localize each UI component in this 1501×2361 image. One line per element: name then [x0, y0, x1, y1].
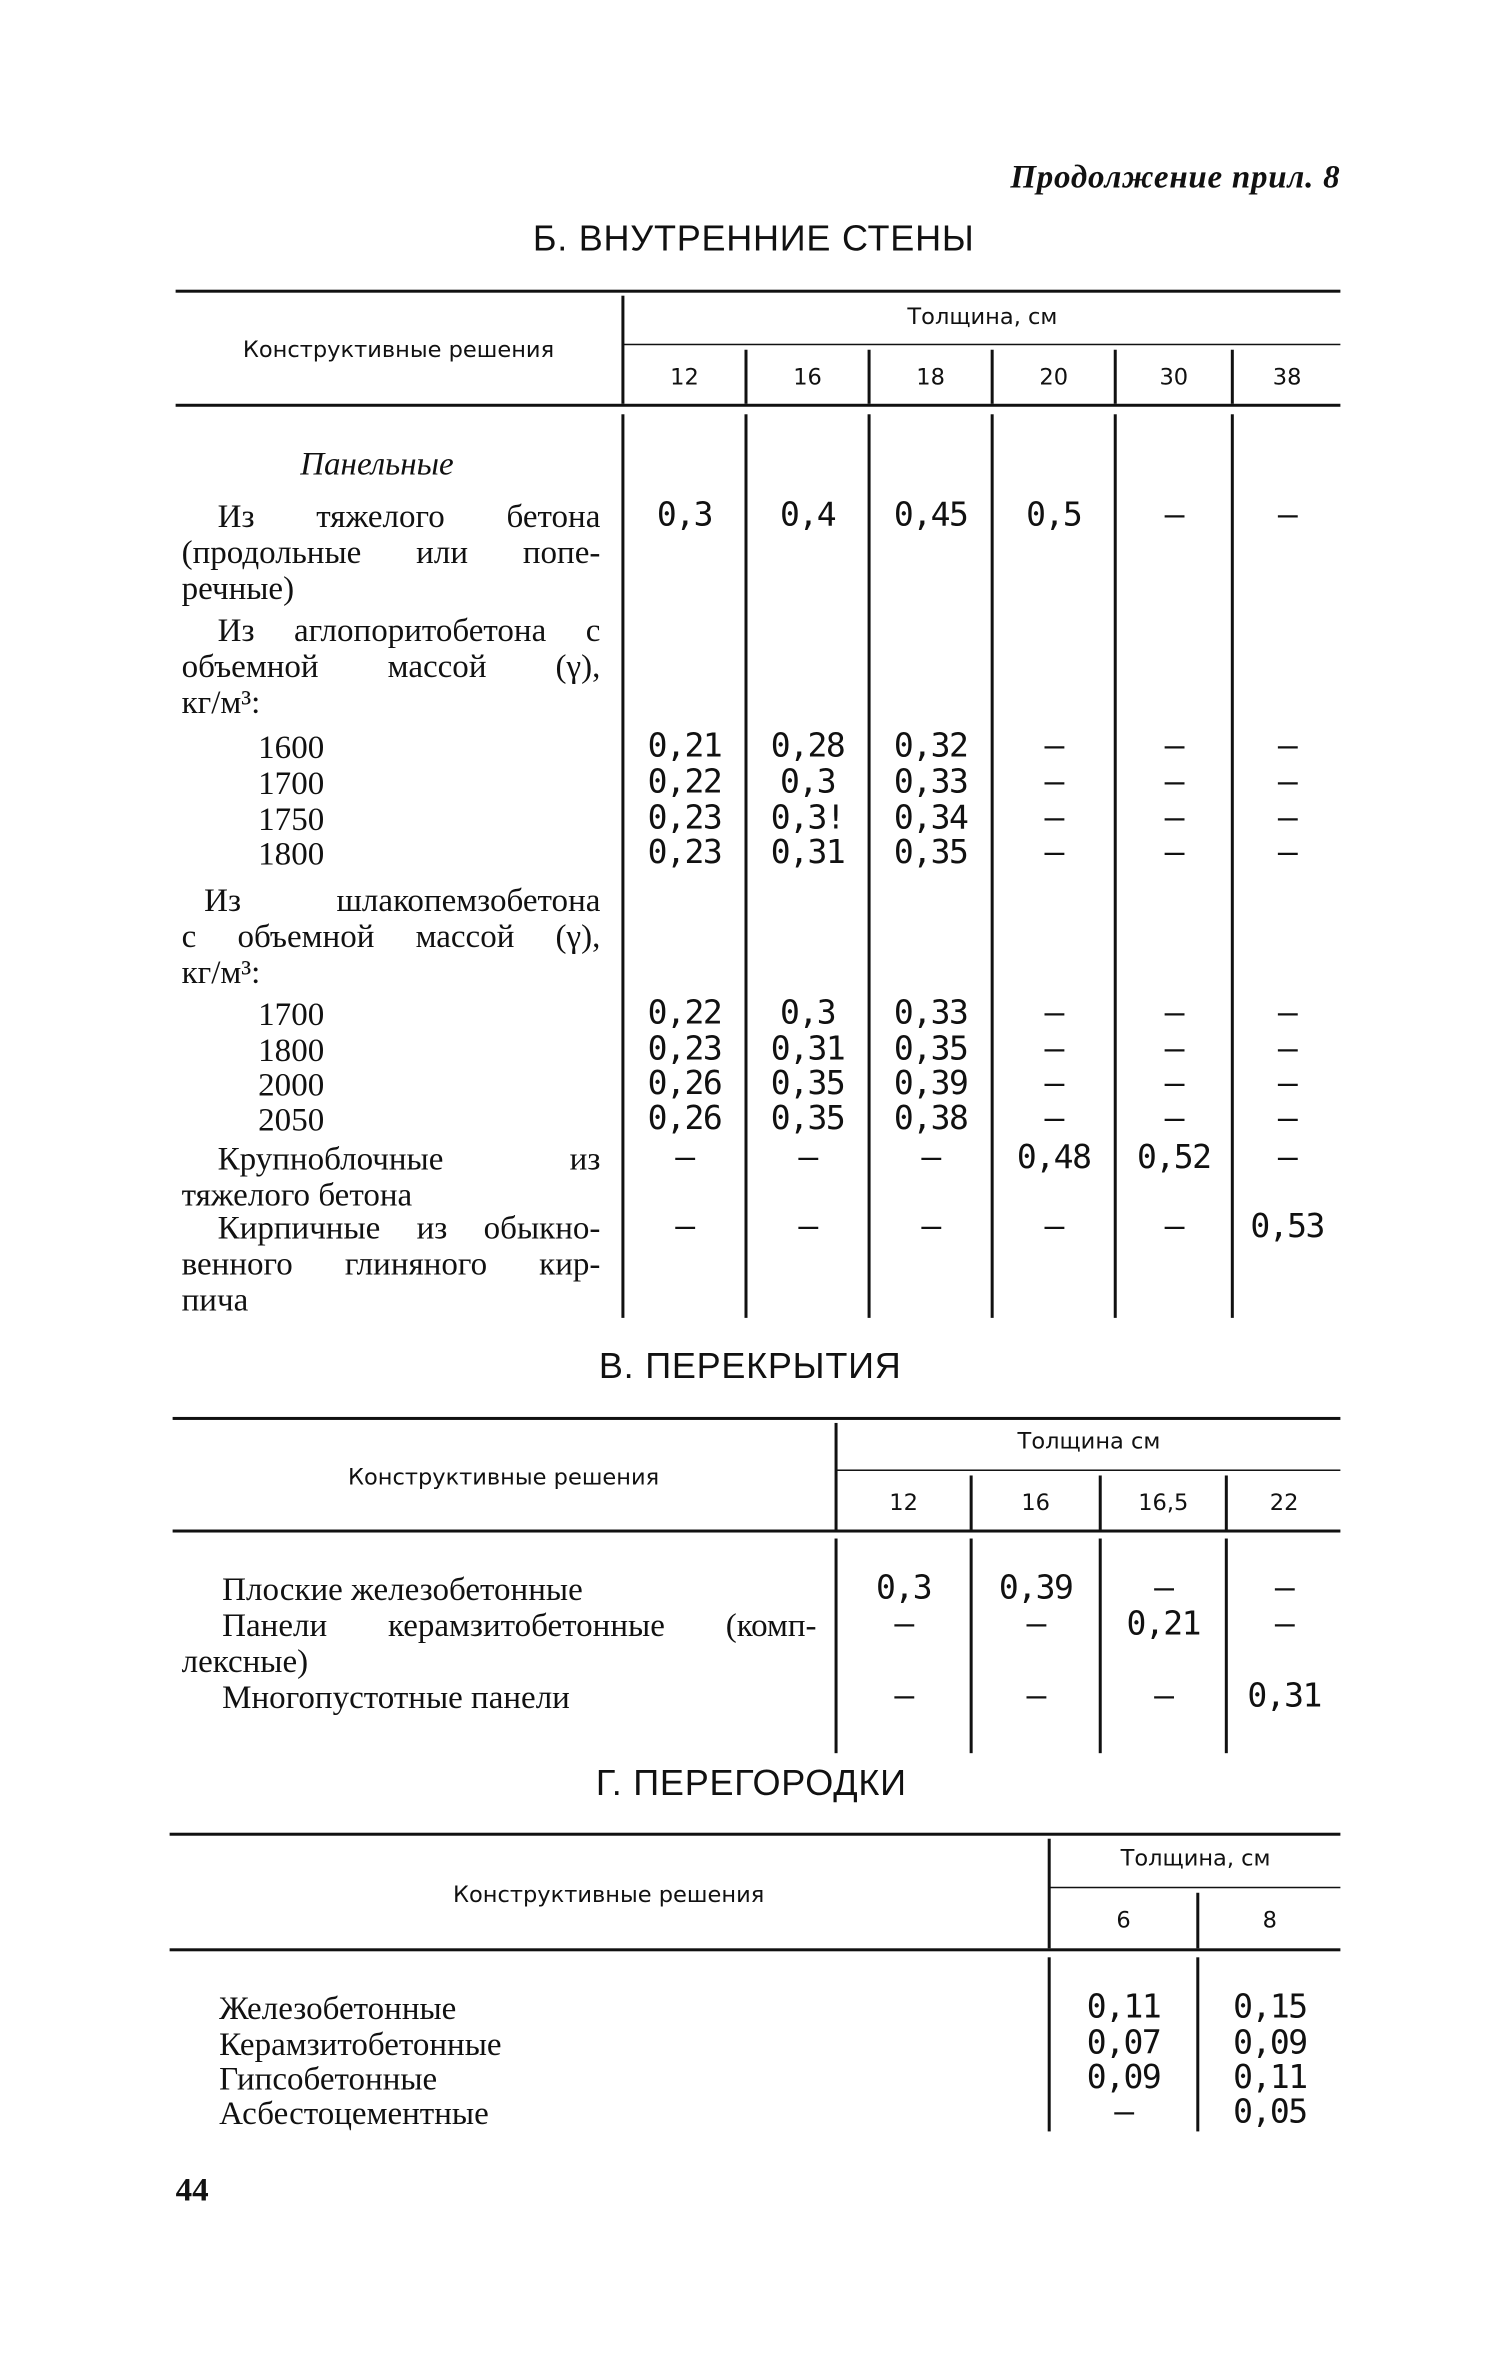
table-b-col: 18: [916, 363, 945, 391]
table-cell: 0,22: [647, 764, 722, 802]
table-cell: 0,23: [647, 1031, 722, 1069]
table-cell: 0,33: [893, 995, 968, 1033]
table-cell: —: [921, 1208, 940, 1246]
table-cell: —: [1164, 834, 1183, 873]
table-v-top-rule: [173, 1417, 1341, 1420]
table-cell: —: [1164, 764, 1183, 802]
row-label: Гипсобетонные: [219, 2059, 438, 2097]
table-cell: 0,48: [1016, 1139, 1091, 1177]
row-label: Из аглопоритобетона с: [217, 610, 601, 649]
table-cell: 0,31: [770, 1031, 845, 1069]
row-label: кг/м³:: [181, 953, 261, 991]
table-v-header-rule: [173, 1530, 1341, 1533]
table-cell: 0,26: [647, 1100, 722, 1138]
row-label: (продольные или попе-: [181, 532, 601, 571]
table-cell: 0,39: [998, 1570, 1073, 1608]
row-label: кг/м³:: [181, 682, 261, 721]
table-cell: 0,05: [1233, 2093, 1307, 2132]
row-label: 1700: [258, 995, 325, 1033]
table-cell: —: [1277, 834, 1297, 873]
table-cell: 0,53: [1250, 1208, 1324, 1246]
row-label: лексные): [181, 1642, 309, 1680]
section-b-title: Б. ВНУТРЕННИЕ СТЕНЫ: [532, 219, 975, 260]
table-v-col: 16,5: [1138, 1488, 1189, 1517]
table-cell: —: [1277, 800, 1297, 838]
table-v-col: 16: [1021, 1488, 1051, 1517]
table-g-sub-rule: [1049, 1887, 1340, 1889]
row-label: 1700: [258, 764, 325, 802]
row-label: Железобетонные: [219, 1988, 457, 2027]
table-cell: —: [1277, 496, 1297, 535]
table-cell: 0,35: [893, 1031, 968, 1069]
table-cell: —: [1044, 764, 1063, 802]
table-b-col-header: Конструктивные решения: [242, 336, 555, 364]
table-g-top-rule: [170, 1833, 1341, 1836]
page-number: 44: [175, 2170, 209, 2208]
table-cell: —: [1164, 1031, 1183, 1069]
table-cell: 0,33: [893, 764, 968, 802]
table-cell: —: [1154, 1570, 1173, 1608]
table-b-thickness-header: Толщина, см: [907, 303, 1058, 331]
row-label: Крупноблочные из: [217, 1139, 601, 1177]
row-label: Из тяжелого бетона: [217, 496, 601, 535]
row-label: Керамзитобетонные: [219, 2024, 502, 2063]
table-v-col: 12: [889, 1488, 918, 1517]
table-cell: —: [1277, 995, 1297, 1033]
table-cell: 0,09: [1233, 2024, 1307, 2063]
row-label: 1750: [258, 800, 325, 838]
row-label: 2000: [258, 1065, 325, 1104]
row-label: 1800: [258, 834, 325, 873]
table-cell: 0,5: [1026, 496, 1082, 535]
table-cell: —: [1164, 1208, 1183, 1246]
table-cell: 0,21: [647, 727, 722, 766]
table-cell: 0,3: [779, 764, 836, 802]
table-cell: —: [1164, 800, 1183, 838]
table-cell: 0,45: [893, 496, 968, 535]
table-b-top-rule: [176, 290, 1341, 293]
table-cell: 0,4: [779, 496, 836, 535]
table-cell: 0,31: [1247, 1678, 1321, 1716]
table-b-col: 38: [1272, 363, 1302, 391]
group-title-panels: Панельные: [300, 444, 454, 482]
table-g-col: 8: [1262, 1906, 1277, 1934]
table-cell: —: [1277, 1100, 1297, 1138]
section-g-title: Г. ПЕРЕГОРОДКИ: [595, 1763, 907, 1805]
table-g-header-rule: [170, 1948, 1341, 1951]
table-cell: 0,35: [893, 834, 968, 873]
table-cell: 0,3: [876, 1570, 932, 1608]
table-g-col-header: Конструктивные решения: [453, 1880, 765, 1908]
table-cell: —: [1274, 1606, 1294, 1644]
table-cell: 0,35: [770, 1065, 845, 1104]
table-b-col: 20: [1039, 363, 1069, 391]
table-cell: —: [1114, 2093, 1133, 2132]
table-cell: 0,35: [770, 1100, 845, 1138]
table-cell: —: [1277, 1031, 1297, 1069]
table-cell: —: [1044, 800, 1063, 838]
row-label: 1800: [258, 1031, 325, 1069]
table-cell: —: [798, 1208, 817, 1246]
table-cell: 0,32: [893, 727, 968, 766]
table-cell: 0,26: [647, 1065, 722, 1104]
table-cell: —: [675, 1139, 694, 1177]
table-cell: —: [1044, 1065, 1063, 1104]
row-label: Кирпичные из обыкно-: [217, 1208, 601, 1246]
table-cell: —: [921, 1139, 940, 1177]
row-label: Асбестоцементные: [219, 2093, 489, 2132]
row-label: тяжелого бетона: [181, 1175, 413, 1213]
table-cell: —: [1164, 995, 1183, 1033]
table-cell: 0,22: [647, 995, 722, 1033]
table-g-thickness-header: Толщина, см: [1120, 1844, 1271, 1872]
table-cell: —: [798, 1139, 817, 1177]
table-v-col-header: Конструктивные решения: [347, 1463, 660, 1491]
table-cell: 0,09: [1086, 2059, 1161, 2097]
table-cell: 0,31: [770, 834, 845, 873]
table-cell: 0,34: [893, 800, 968, 838]
table-cell: —: [1026, 1606, 1045, 1644]
table-cell: —: [1044, 1208, 1063, 1246]
row-label: речные): [181, 568, 295, 607]
table-cell: 0,23: [647, 834, 722, 873]
table-cell: 0,07: [1086, 2024, 1161, 2063]
table-cell: 0,38: [893, 1100, 968, 1138]
table-cell: 0,39: [893, 1065, 968, 1104]
table-cell: 0,52: [1137, 1139, 1211, 1177]
table-cell: —: [1164, 727, 1183, 766]
table-cell: 0,28: [770, 727, 845, 766]
table-cell: —: [894, 1606, 913, 1644]
table-b-col: 30: [1159, 363, 1189, 391]
row-label: Многопустотные панели: [222, 1678, 570, 1716]
table-v-col: 22: [1269, 1488, 1299, 1517]
section-v-title: В. ПЕРЕКРЫТИЯ: [598, 1346, 902, 1387]
table-cell: 0,11: [1086, 1988, 1161, 2027]
table-cell: 0,21: [1126, 1606, 1201, 1644]
continuation-header: Продолжение прил. 8: [1010, 157, 1341, 196]
table-cell: —: [1164, 496, 1183, 535]
row-label: Плоские железобетонные: [222, 1570, 583, 1608]
table-cell: —: [1044, 995, 1063, 1033]
table-cell: —: [1277, 1065, 1297, 1104]
table-cell: —: [1277, 727, 1297, 766]
table-cell: —: [1026, 1678, 1045, 1716]
table-cell: 0,3: [656, 496, 713, 535]
table-cell: —: [1044, 727, 1063, 766]
table-v-thickness-header: Толщина см: [1017, 1427, 1161, 1455]
table-cell: —: [1277, 764, 1297, 802]
table-cell: —: [894, 1678, 913, 1716]
table-cell: —: [1044, 1031, 1063, 1069]
table-cell: 0,15: [1233, 1988, 1307, 2027]
row-label: Панели керамзитобетонные (комп-: [222, 1606, 817, 1644]
table-g-col: 6: [1116, 1906, 1131, 1934]
table-cell: 0,23: [647, 800, 722, 838]
row-label: 2050: [258, 1100, 325, 1138]
table-cell: —: [1154, 1678, 1173, 1716]
table-b-header-rule: [176, 404, 1341, 407]
row-label: Из шлакопемзобетона: [204, 881, 601, 919]
table-cell: 0,3: [779, 995, 836, 1033]
row-label: венного глиняного кир-: [181, 1244, 601, 1282]
table-cell: 0,11: [1233, 2059, 1307, 2097]
table-cell: —: [1164, 1065, 1183, 1104]
table-cell: —: [675, 1208, 694, 1246]
table-v-sub-rule: [836, 1469, 1340, 1471]
table-cell: —: [1044, 834, 1063, 873]
row-label: с объемной массой (γ),: [181, 917, 601, 955]
table-b-sub-rule: [623, 344, 1340, 346]
row-label: пича: [181, 1280, 249, 1318]
table-cell: 0,3!: [770, 800, 845, 838]
table-cell: —: [1044, 1100, 1063, 1138]
table-cell: —: [1277, 1139, 1297, 1177]
table-b-col: 12: [670, 363, 699, 391]
table-b-col: 16: [793, 363, 822, 391]
row-label: объемной массой (γ),: [181, 646, 601, 685]
table-cell: —: [1274, 1570, 1294, 1608]
row-label: 1600: [258, 727, 325, 766]
table-cell: —: [1164, 1100, 1183, 1138]
